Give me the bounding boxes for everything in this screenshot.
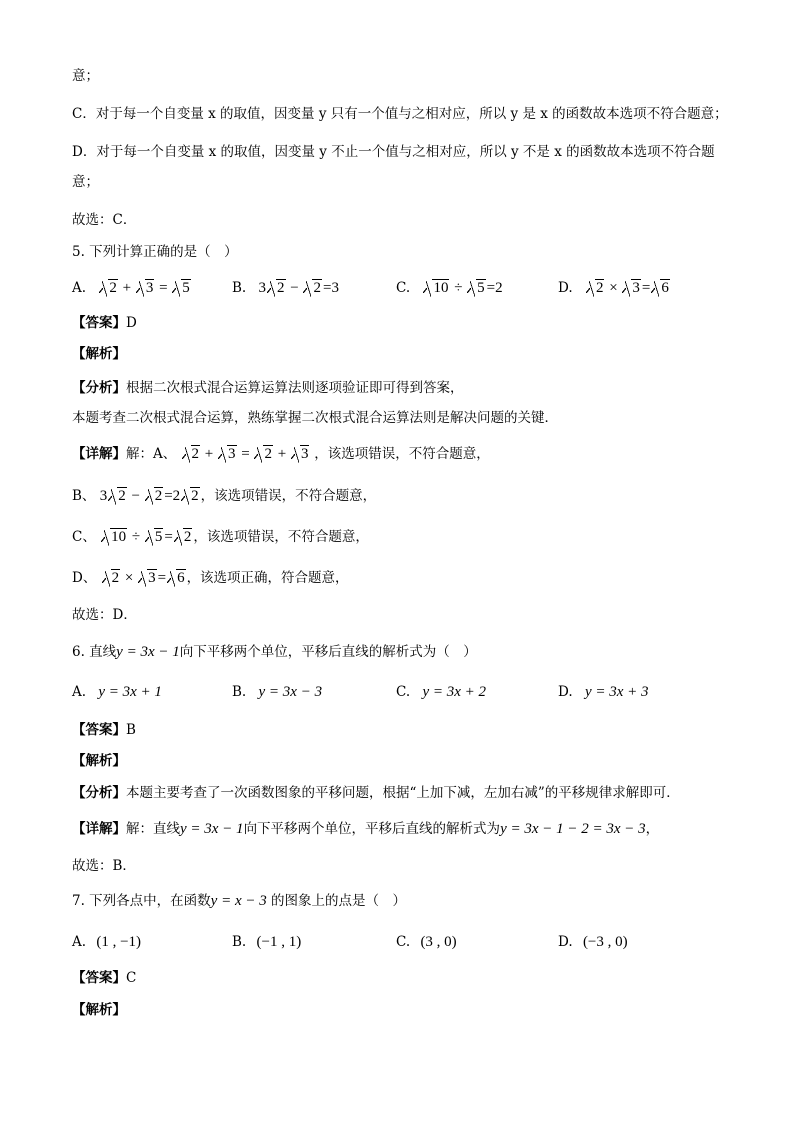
q7-stem: 7. 下列各点中，在函数y = x − 3 的图象上的点是（ ）	[72, 893, 407, 909]
q4-tail-text: 意；	[72, 68, 99, 84]
sqrt-2: 2	[267, 278, 286, 298]
q6-analysis-tag: 【解析】	[72, 753, 126, 769]
q6-option-d: D. y = 3x + 3	[558, 684, 649, 700]
q4-option-d-explanation: D．对于每一个自变量 x 的取值，因变量 y 不止一个值与之相对应，所以 y 不是 x 的函数故本选项不符合题	[72, 144, 715, 160]
q5-option-c: C. 10 ÷ 5 =2	[396, 280, 503, 296]
q6-fenxi: 【分析】本题主要考查了一次函数图象的平移问题，根据“上加下减，左加右减”的平移规律求解即可．	[72, 785, 680, 801]
q5-fenxi-2: 本题考查二次根式混合运算，熟练掌握二次根式混合运算法则是解决问题的关键．	[72, 410, 558, 426]
option-label: C.	[396, 280, 411, 296]
q5-option-a: A. 2 + 3 = 5	[72, 280, 190, 296]
q4-option-c-explanation: C．对于每一个自变量 x 的取值，因变量 y 只有一个值与之相对应，所以 y 是 x 的函数故本选项不符合题意；	[72, 106, 728, 122]
q6-select: 故选：B．	[72, 858, 136, 874]
q7-answer: 【答案】C	[72, 970, 137, 986]
q5-option-b: B. 3 2 − 2 =3	[232, 280, 339, 296]
q7-option-d: D. (−3 , 0)	[558, 934, 628, 950]
sqrt-2: 2	[586, 278, 605, 298]
q7-option-b: B. (−1 , 1)	[232, 934, 302, 950]
q5-detail-d: D、 2 × 3 = 6 ，该选项正确，符合题意，	[72, 570, 349, 586]
q6-option-b: B. y = 3x − 3	[232, 684, 323, 700]
sqrt-5: 5	[172, 278, 191, 298]
sqrt-3: 3	[136, 278, 155, 298]
q6-option-c: C. y = 3x + 2	[396, 684, 486, 700]
q6-answer: 【答案】B	[72, 722, 136, 738]
sqrt-5: 5	[467, 278, 486, 298]
q7-analysis-tag: 【解析】	[72, 1002, 126, 1018]
option-label: A.	[72, 280, 87, 296]
q5-answer: 【答案】D	[72, 315, 137, 331]
q5-option-d: D. 2 × 3 = 6	[558, 280, 669, 296]
q4-select: 故选：C．	[72, 212, 137, 228]
q5-stem: 5. 下列计算正确的是（ ）	[72, 244, 238, 260]
option-label: D.	[558, 280, 573, 296]
q5-fenxi: 【分析】根据二次根式混合运算运算法则逐项验证即可得到答案，	[72, 380, 464, 396]
sqrt-6: 6	[651, 278, 670, 298]
q6-stem: 6. 直线y = 3x − 1向下平移两个单位，平移后直线的解析式为（ ）	[72, 644, 477, 660]
q5-detail-c: C、 10 ÷ 5 = 2 ，该选项错误，不符合题意，	[72, 529, 369, 545]
option-label: B.	[232, 280, 247, 296]
q5-select: 故选：D．	[72, 607, 137, 623]
q6-detail: 【详解】解：直线y = 3x − 1向下平移两个单位，平移后直线的解析式为y = 3x − 1 − 2 = 3x − 3，	[72, 821, 660, 837]
q4-option-d-explanation-cont: 意；	[72, 174, 99, 190]
q6-option-a: A. y = 3x + 1	[72, 684, 162, 700]
sqrt-3: 3	[622, 278, 641, 298]
q5-analysis-tag: 【解析】	[72, 346, 126, 362]
q7-option-a: A. (1 , −1)	[72, 934, 142, 950]
q5-detail-a: 【详解】解：A、 2 + 3 = 2 + 3 ，该选项错误，不符合题意，	[72, 446, 490, 462]
sqrt-2: 2	[303, 278, 322, 298]
q5-detail-b: B、 3 2 − 2 =2 2 ，该选项错误，不符合题意，	[72, 488, 377, 504]
sqrt-10: 10	[423, 278, 449, 298]
sqrt-2: 2	[99, 278, 118, 298]
q7-option-c: C. (3 , 0)	[396, 934, 457, 950]
